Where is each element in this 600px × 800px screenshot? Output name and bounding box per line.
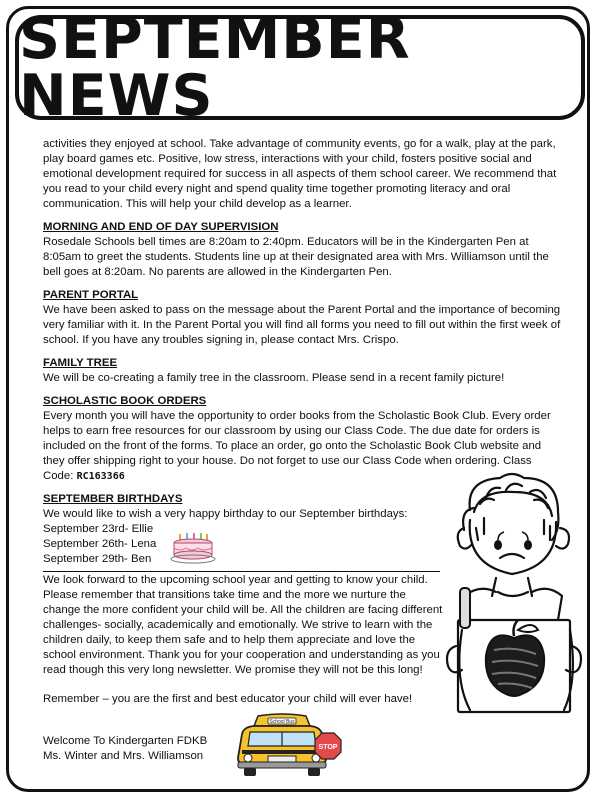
class-code: RC163366	[76, 471, 125, 482]
birthday-cake-icon	[170, 531, 216, 565]
birthdays-intro: We would like to wish a very happy birthday to our September birthdays:	[43, 508, 408, 520]
reminder-text: Remember – you are the first and best educator your child will ever have!	[43, 693, 413, 705]
family-tree-section	[43, 356, 563, 386]
book-orders-heading: SCHOLASTIC BOOK ORDERS	[43, 395, 207, 407]
stop-sign-text: STOP	[318, 744, 338, 751]
portal-section	[43, 288, 563, 348]
bus-sign: School Bus	[269, 719, 295, 725]
birthday-item: September 26th- Lena	[43, 538, 157, 550]
stop-sign-icon	[314, 732, 342, 760]
closing-text: We look forward to the upcoming school year and getting to know your child. Please remember that transitions take time and the more we nurture the change the more confident your child will be. All the children are facing different challenges- socially, academically and emotionally. We strive to learn with the children daily, to keep them safe and to help them appreciate and love the school environment. Thank you for your cooperation and understanding as you read though this very long newsletter. We promise they will not be this long!	[43, 574, 443, 676]
title-banner	[15, 5, 585, 129]
supervision-text: Rosedale Schools bell times are 8:20am to 2:40pm. Educators will be in the Kindergarten Pen at 8:05am to greet the students. Students line up at their designated area with Mrs. Williamson until the bell goes at 8:20am. No parents are allowed in the Kindergarten Pen.	[43, 236, 549, 278]
divider	[43, 571, 440, 572]
intro-paragraph: activities they enjoyed at school. Take advantage of community events, go for a walk, play at the park, play board games etc. Positive, low stress, interactions with your child, fosters positive social and emotional development required for success in all aspects of them school career. We recommend that you read to your child every night and spend quality time together promoting literacy and oral communication. This will help your child develop as a learner.	[43, 138, 557, 210]
supervision-section	[43, 220, 563, 280]
birthday-item: September 23rd- Ellie	[43, 523, 154, 535]
closing-section	[43, 573, 443, 707]
signature-line: Welcome To Kindergarten FDKB	[43, 735, 208, 747]
family-tree-heading: FAMILY TREE	[43, 357, 118, 369]
family-tree-text: We will be co-creating a family tree in the classroom. Please send in a recent family picture!	[43, 372, 505, 384]
portal-text: We have been asked to pass on the message about the Parent Portal and the importance of becoming very familiar with it. In the Parent Portal you will find all forms you need to fill out within the first week of school. If you have any troubles signing in, please contact Mrs. Crispo.	[43, 304, 561, 346]
birthday-item: September 29th- Ben	[43, 553, 152, 565]
child-holding-apple-picture-icon	[440, 470, 588, 720]
signature	[43, 734, 207, 764]
birthdays-heading: SEPTEMBER BIRTHDAYS	[43, 493, 183, 505]
book-orders-body: Every month you will have the opportunity to order books from the Scholastic Book Club. Every order helps to earn free resources for our classroom by using our Class Code. The due date for orders is included on the front of the forms. To place an order, go onto the Scholastic Book Club website and they offer shipping right to your house. Do not forget to use our Class Code when ordering. Class Code:	[43, 410, 551, 482]
page-title: SEPTEMBER NEWS	[19, 5, 411, 129]
signature-line: Ms. Winter and Mrs. Williamson	[43, 750, 204, 762]
supervision-heading: MORNING AND END OF DAY SUPERVISION	[43, 221, 279, 233]
portal-heading: PARENT PORTAL	[43, 289, 139, 301]
